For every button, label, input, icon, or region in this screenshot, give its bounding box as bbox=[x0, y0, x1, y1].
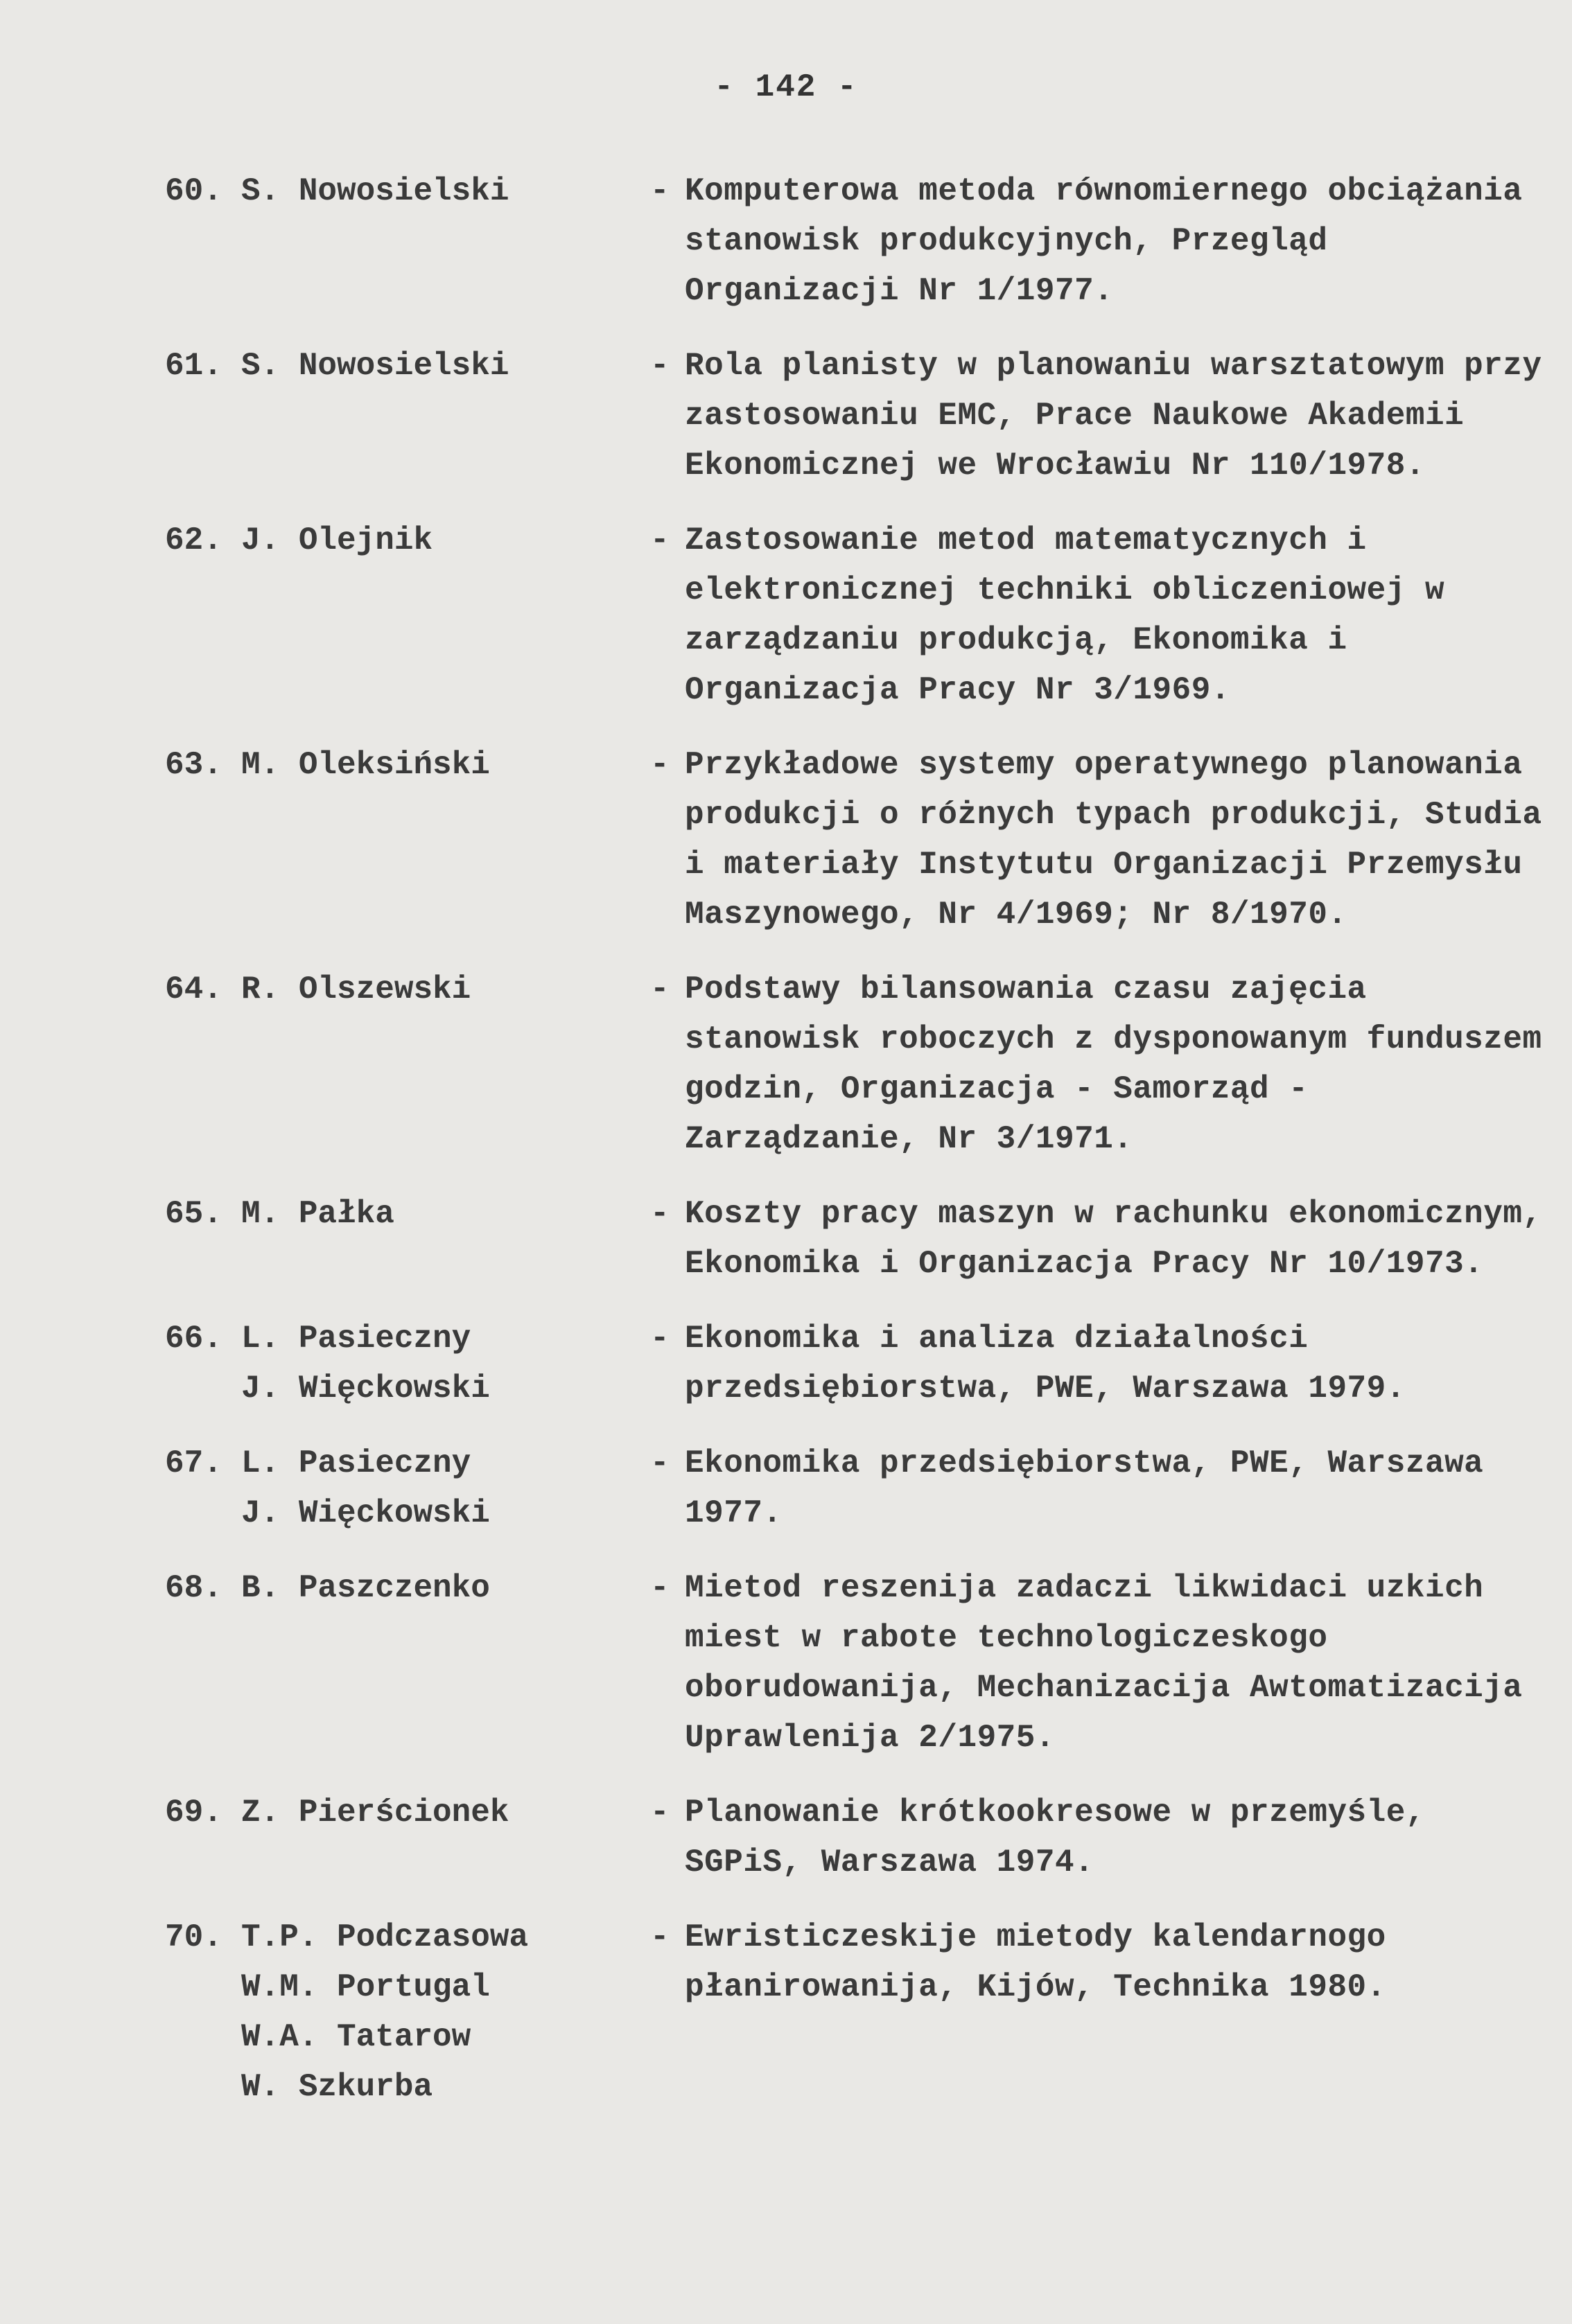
reference-authors bbox=[241, 1788, 509, 1887]
reference-number: 68. bbox=[165, 1570, 222, 1606]
reference-number: 66. bbox=[165, 1321, 222, 1357]
reference-text: Komputerowa metoda równomiernego obciążania stanowisk produkcyjnych, Przegląd Organizacji Nr 1/1977. bbox=[685, 173, 1523, 309]
reference-number: 69. bbox=[165, 1795, 222, 1831]
dash-separator: - bbox=[650, 1570, 670, 1606]
reference-authors bbox=[241, 341, 509, 491]
reference-entry bbox=[165, 341, 1544, 491]
reference-entry bbox=[165, 1189, 1544, 1289]
author: M. Oleksiński bbox=[241, 747, 490, 783]
author: J. Więckowski bbox=[241, 1371, 490, 1407]
reference-entry bbox=[165, 1912, 1544, 2112]
dash-separator: - bbox=[650, 1919, 670, 1955]
reference-authors bbox=[241, 1912, 528, 2112]
reference-entry bbox=[165, 1438, 1544, 1538]
reference-number: 61. bbox=[165, 348, 222, 384]
dash-separator: - bbox=[650, 747, 670, 783]
reference-text: Rola planisty w planowaniu warsztatowym przy zastosowaniu EMC, Prace Naukowe Akademii Ekonomicznej we Wrocławiu Nr 110/1978. bbox=[685, 348, 1542, 484]
reference-number: 63. bbox=[165, 747, 222, 783]
reference-number: 65. bbox=[165, 1196, 222, 1232]
reference-authors bbox=[241, 516, 433, 715]
author: L. Pasieczny bbox=[241, 1445, 471, 1481]
reference-entry bbox=[165, 740, 1544, 940]
reference-text: Ekonomika i analiza działalności przedsiębiorstwa, PWE, Warszawa 1979. bbox=[685, 1321, 1406, 1407]
reference-entry bbox=[165, 166, 1544, 316]
reference-authors bbox=[241, 1438, 490, 1538]
reference-entry bbox=[165, 1314, 1544, 1414]
author: L. Pasieczny bbox=[241, 1321, 471, 1357]
reference-text: Mietod reszenija zadaczi likwidaci uzkich miest w rabote technologiczeskogo oborudowanija, Mechanizacija Awtomatizacija Uprawlenija 2/1975. bbox=[685, 1570, 1523, 1756]
reference-number: 70. bbox=[165, 1919, 222, 1955]
dash-separator: - bbox=[650, 348, 670, 384]
reference-authors bbox=[241, 1563, 490, 1763]
reference-text: Przykładowe systemy operatywnego planowania produkcji o różnych typach produkcji, Studia i materiały Instytutu Organizacji Przemysłu Maszynowego, Nr 4/1969; Nr 8/1970. bbox=[685, 747, 1542, 933]
author: R. Olszewski bbox=[241, 971, 471, 1007]
author: W. Szkurba bbox=[241, 2069, 433, 2105]
reference-text: Koszty pracy maszyn w rachunku ekonomicznym, Ekonomika i Organizacja Pracy Nr 10/1973. bbox=[685, 1196, 1542, 1282]
reference-authors bbox=[241, 166, 509, 316]
reference-entry bbox=[165, 1563, 1544, 1763]
dash-separator: - bbox=[650, 1321, 670, 1357]
reference-text: Ekonomika przedsiębiorstwa, PWE, Warszawa 1977. bbox=[685, 1445, 1484, 1531]
reference-list bbox=[165, 166, 1544, 2137]
reference-text: Ewristiczeskije mietody kalendarnogo płanirowanija, Kijów, Technika 1980. bbox=[685, 1919, 1386, 2005]
author: M. Pałka bbox=[241, 1196, 394, 1232]
author: Z. Pierścionek bbox=[241, 1795, 509, 1831]
author: W.M. Portugal bbox=[241, 1969, 490, 2005]
dash-separator: - bbox=[650, 1196, 670, 1232]
reference-entry bbox=[165, 1788, 1544, 1887]
reference-authors bbox=[241, 965, 471, 1164]
reference-authors bbox=[241, 1314, 490, 1414]
reference-text: Planowanie krótkookresowe w przemyśle, SGPiS, Warszawa 1974. bbox=[685, 1795, 1425, 1881]
reference-number: 60. bbox=[165, 173, 222, 209]
author: B. Paszczenko bbox=[241, 1570, 490, 1606]
dash-separator: - bbox=[650, 971, 670, 1007]
author: J. Więckowski bbox=[241, 1495, 490, 1531]
author: W.A. Tatarow bbox=[241, 2019, 471, 2055]
dash-separator: - bbox=[650, 173, 670, 209]
reference-text: Podstawy bilansowania czasu zajęcia stanowisk roboczych z dysponowanym funduszem godzin, Organizacja - Samorząd - Zarządzanie, Nr 3/1971. bbox=[685, 971, 1542, 1157]
dash-separator: - bbox=[650, 1795, 670, 1831]
reference-authors bbox=[241, 1189, 394, 1289]
author: T.P. Podczasowa bbox=[241, 1919, 529, 1955]
reference-number: 62. bbox=[165, 522, 222, 558]
author: S. Nowosielski bbox=[241, 348, 509, 384]
dash-separator: - bbox=[650, 1445, 670, 1481]
reference-number: 64. bbox=[165, 971, 222, 1007]
author: S. Nowosielski bbox=[241, 173, 509, 209]
reference-authors bbox=[241, 740, 490, 940]
reference-text: Zastosowanie metod matematycznych i elektronicznej techniki obliczeniowej w zarządzaniu produkcją, Ekonomika i Organizacja Pracy Nr 3/1969. bbox=[685, 522, 1445, 708]
reference-entry bbox=[165, 965, 1544, 1164]
page-number: - 142 - bbox=[714, 69, 858, 105]
reference-entry bbox=[165, 516, 1544, 715]
dash-separator: - bbox=[650, 522, 670, 558]
reference-number: 67. bbox=[165, 1445, 222, 1481]
author: J. Olejnik bbox=[241, 522, 433, 558]
